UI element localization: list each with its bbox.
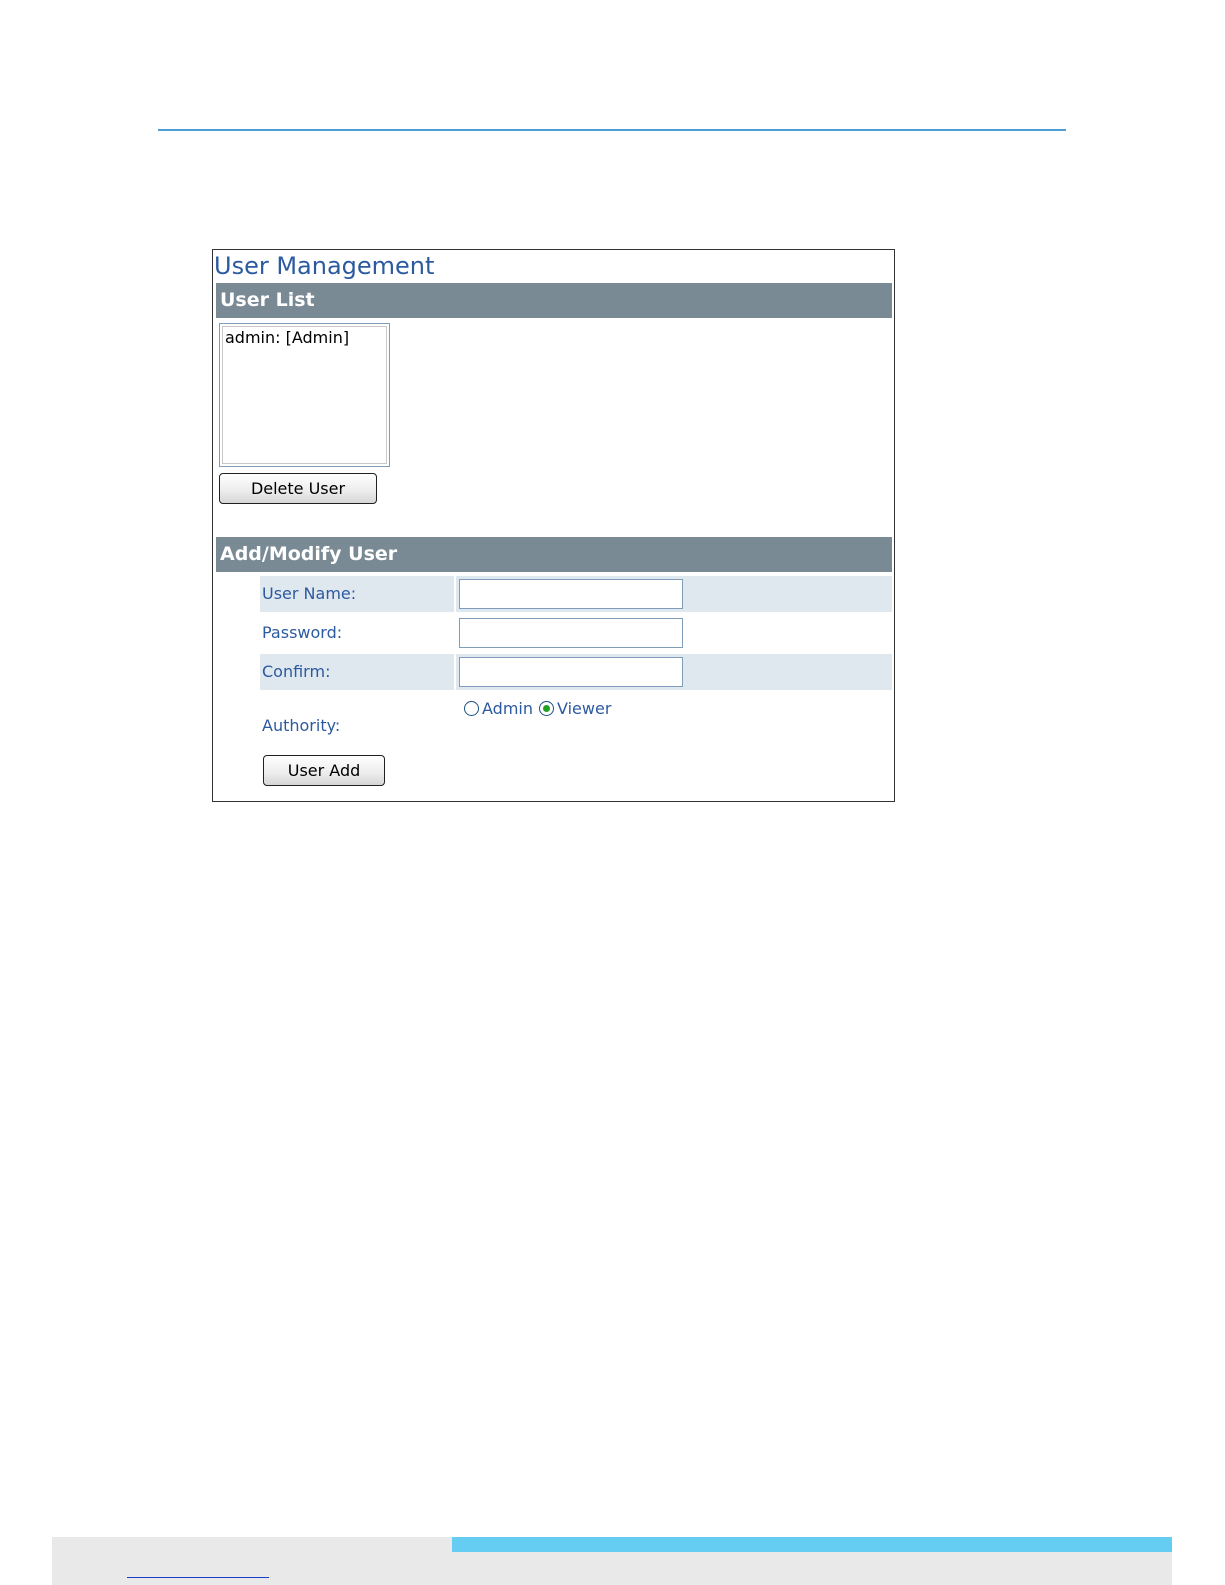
password-row [260, 615, 892, 651]
authority-radio-group [464, 696, 617, 720]
delete-user-button[interactable]: Delete User [219, 473, 377, 504]
confirm-password-input[interactable] [459, 657, 683, 687]
password-input[interactable] [459, 618, 683, 648]
user-name-label: User Name: [262, 584, 357, 603]
user-add-button[interactable]: User Add [263, 755, 385, 786]
user-management-panel [212, 249, 895, 802]
user-listbox[interactable] [219, 323, 390, 467]
viewer-radio[interactable] [539, 701, 554, 716]
confirm-label: Confirm: [262, 662, 331, 681]
footer-accent-bar [452, 1537, 1172, 1552]
authority-row [260, 694, 892, 744]
confirm-row [260, 654, 892, 690]
admin-radio[interactable] [464, 701, 479, 716]
row-divider [454, 576, 456, 612]
add-modify-user-header: Add/Modify User [216, 537, 892, 572]
user-name-row [260, 576, 892, 612]
footer-link[interactable] [127, 1577, 269, 1578]
user-name-input[interactable] [459, 579, 683, 609]
top-rule [158, 129, 1066, 131]
authority-label: Authority: [262, 716, 341, 735]
list-item[interactable]: admin: [Admin] [225, 328, 350, 347]
admin-radio-label[interactable]: Admin [482, 698, 533, 718]
password-label: Password: [262, 623, 343, 642]
row-divider [454, 654, 456, 690]
page-title: User Management [214, 252, 435, 280]
viewer-radio-label[interactable]: Viewer [557, 698, 612, 718]
user-list-header: User List [216, 283, 892, 318]
